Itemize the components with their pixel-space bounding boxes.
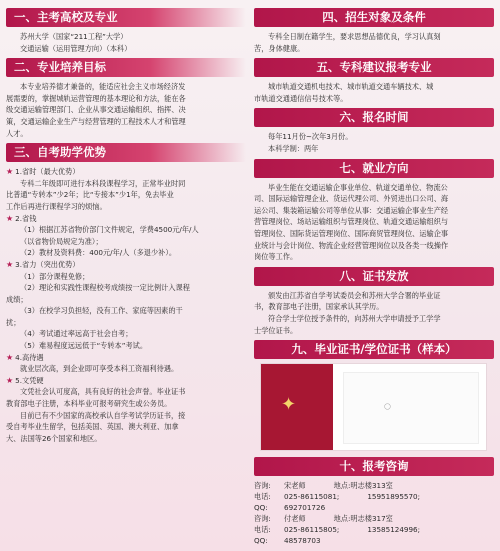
section-1-body	[6, 31, 246, 54]
text-line: 受自考毕业生留学，包括美国、英国、澳大利亚、加拿	[6, 422, 179, 432]
contact-key: QQ:	[254, 536, 268, 546]
section-6-title: 六、报名时间	[254, 108, 494, 127]
text-line: 司、国际运输管理企业、货运代理公司、外贸进出口公司、海	[254, 194, 449, 204]
text-line: 文凭社会认可度高，具有良好的社会声誉。毕业证书	[20, 387, 186, 397]
text-line: 大、法国等26个国家和地区。	[6, 433, 102, 443]
text-line: 苏州大学（国家“211工程”大学）	[20, 32, 128, 41]
text-line: 级交通运输管理部门、企业从事交通运输组织、指挥、决	[6, 105, 186, 115]
star-icon: ★	[6, 167, 14, 177]
phone-link[interactable]: 15951895570;	[367, 492, 421, 502]
text-line: 毕业生能在交通运输企事业单位、轨道交通单位、物流公	[268, 182, 448, 192]
section-5-title: 五、专科建议报考专业	[254, 58, 494, 77]
contact-key: QQ:	[254, 503, 268, 513]
right-column	[254, 8, 494, 546]
text-line: 扰；	[6, 317, 21, 327]
text-line: 苦，身体健康。	[254, 43, 305, 53]
star-icon: ★	[6, 213, 14, 223]
text-line: （1）根据江苏省物价部门文件规定，学费4500元/年/人	[20, 225, 199, 235]
qq-number[interactable]: 692701726	[284, 503, 326, 513]
text-line: 符合学士学位授予条件的，向苏州大学申请授予工学学	[268, 313, 441, 323]
contact-row	[254, 491, 494, 502]
contact-key: 地点:	[333, 481, 351, 491]
text-line: （以省物价局规定为准）；	[20, 236, 103, 246]
text-line: 岗位等工作。	[254, 252, 298, 262]
advantage-label: 5.文凭硬	[15, 375, 44, 385]
text-line: 士学位证书。	[254, 325, 298, 335]
contact-row	[254, 513, 494, 524]
text-line: 教育部电子注册，本科毕业可报考研究生或公务员。	[6, 399, 172, 409]
text-line: 成绩；	[6, 294, 28, 304]
qq-number[interactable]: 48578703	[284, 536, 321, 546]
text-line: 城市轨道交通机电技术、城市轨道交通车辆技术、城	[268, 82, 434, 92]
text-line: 业统计与会计岗位、物流企业经营管理岗位以及各类一线操作	[254, 240, 449, 250]
contact-row	[254, 502, 494, 513]
section-1-title: 一、主考高校及专业	[6, 8, 246, 27]
text-line: （5）难易程度远远低于“专转本”考试。	[20, 341, 148, 351]
contact-key: 电话:	[254, 492, 271, 502]
text-line: 每年11月份~次年3月份。	[268, 132, 353, 142]
advantage-label: 1.省时（最大优势）	[15, 167, 80, 177]
text-line: 人才。	[6, 128, 28, 138]
contact-list	[254, 480, 494, 546]
text-line: 专科全日制在籍学生，要求思想品德优良，学习认真刻	[268, 32, 441, 41]
advantage-label: 3.省力（突出优势）	[15, 259, 80, 269]
section-2-title: 二、专业培养目标	[6, 58, 246, 77]
contact-value: 宋老师	[284, 481, 306, 491]
advantage-heading	[6, 213, 246, 225]
text-line: 就业层次高，到企业即可享受本科工资福利待遇。	[20, 364, 179, 374]
section-8-title: 八、证书发放	[254, 267, 494, 286]
text-line: 书，教育部电子注册，国家承认其学历。	[254, 302, 384, 312]
advantage-heading	[6, 375, 246, 387]
left-column	[6, 8, 246, 448]
text-line: （2）教材及资料费：400元/年/人（多退少补）。	[20, 248, 177, 258]
contact-value: 明志楼313室	[350, 481, 393, 491]
text-line: 目前已有不少国家的高校承认自学考试学历证书，接	[20, 410, 186, 420]
text-line: 策，交通运输企业生产与经营管理的工程技术人才和管理	[6, 116, 186, 126]
phone-link[interactable]: 025-86115805;	[284, 525, 340, 535]
advantage-heading	[6, 352, 246, 364]
text-line: 本科学制：两年	[268, 143, 319, 153]
section-4-body	[254, 31, 494, 54]
certificate-page	[343, 372, 479, 444]
certificate-cover	[261, 364, 333, 450]
text-line: （1）部分课程免修；	[20, 271, 90, 281]
emblem-icon: ✦	[281, 394, 297, 416]
contact-row	[254, 524, 494, 535]
contact-row	[254, 535, 494, 546]
advantage-heading	[6, 166, 246, 178]
contact-key: 地点:	[333, 514, 351, 524]
text-line: 交通运输（运用管理方向）（本科）	[20, 43, 132, 53]
contact-value: 明志楼317室	[350, 514, 393, 524]
text-line: （2）理论和实践性课程校考成绩按一定比例计入课程	[20, 283, 190, 293]
advantage-label: 2.省钱	[15, 213, 37, 223]
star-icon: ★	[6, 352, 14, 362]
section-9-title: 九、毕业证书/学位证书（样本）	[254, 340, 494, 359]
text-line: 本专业培养德才兼备的，能适应社会主义市场经济发	[20, 82, 186, 92]
text-line: （4）考试通过率远高于社会自考；	[20, 329, 133, 339]
section-2-body	[6, 81, 246, 139]
contact-row	[254, 480, 494, 491]
star-icon: ★	[6, 375, 14, 385]
seal-icon: ◯	[384, 403, 391, 411]
section-8-body	[254, 290, 494, 336]
star-icon: ★	[6, 259, 14, 269]
text-line: （3）在校学习负担轻，没有工作、家庭等因素的干	[20, 306, 183, 316]
certificate-sample-image	[260, 363, 487, 451]
text-line: 比普通“专转本”少2年；比“专接本”少1年，免去毕业	[6, 190, 174, 200]
section-10-title: 十、报考咨询	[254, 457, 494, 476]
phone-link[interactable]: 025-86115081;	[284, 492, 340, 502]
section-7-body	[254, 182, 494, 263]
text-line: 运公司、集装箱运输公司等单位从事：交通运输企事业生产经	[254, 205, 449, 215]
section-3-title: 三、自考助学优势	[6, 143, 246, 162]
text-line: 颁发由江苏省自学考试委员会和苏州大学合署的毕业证	[268, 290, 441, 300]
section-7-title: 七、就业方向	[254, 159, 494, 178]
contact-key: 电话:	[254, 525, 271, 535]
contact-key: 咨询:	[254, 514, 271, 524]
text-line: 管理岗位、国际货运管理岗位、国际商贸管理岗位、运输企事	[254, 228, 449, 238]
advantage-heading	[6, 259, 246, 271]
text-line: 营管理岗位、场站运输组织与管理岗位、轨道交通运输组织与	[254, 217, 449, 227]
text-line: 市轨道交通通信信号技术等。	[254, 93, 348, 103]
section-4-title: 四、招生对象及条件	[254, 8, 494, 27]
section-3-body	[6, 166, 246, 444]
contact-value: 付老师	[284, 514, 306, 524]
phone-link[interactable]: 13585124996;	[367, 525, 421, 535]
advantage-label: 4.高待遇	[15, 352, 44, 362]
contact-key: 咨询:	[254, 481, 271, 491]
text-line: 展需要的，掌握城轨运营管理的基本理论和方法，能在各	[6, 93, 186, 103]
text-line: 专科二年级即可进行本科段课程学习，正常毕业时同	[20, 178, 186, 188]
section-6-body	[254, 131, 494, 154]
text-line: 工作后再进行课程学习的烦恼。	[6, 201, 107, 211]
section-5-body	[254, 81, 494, 104]
